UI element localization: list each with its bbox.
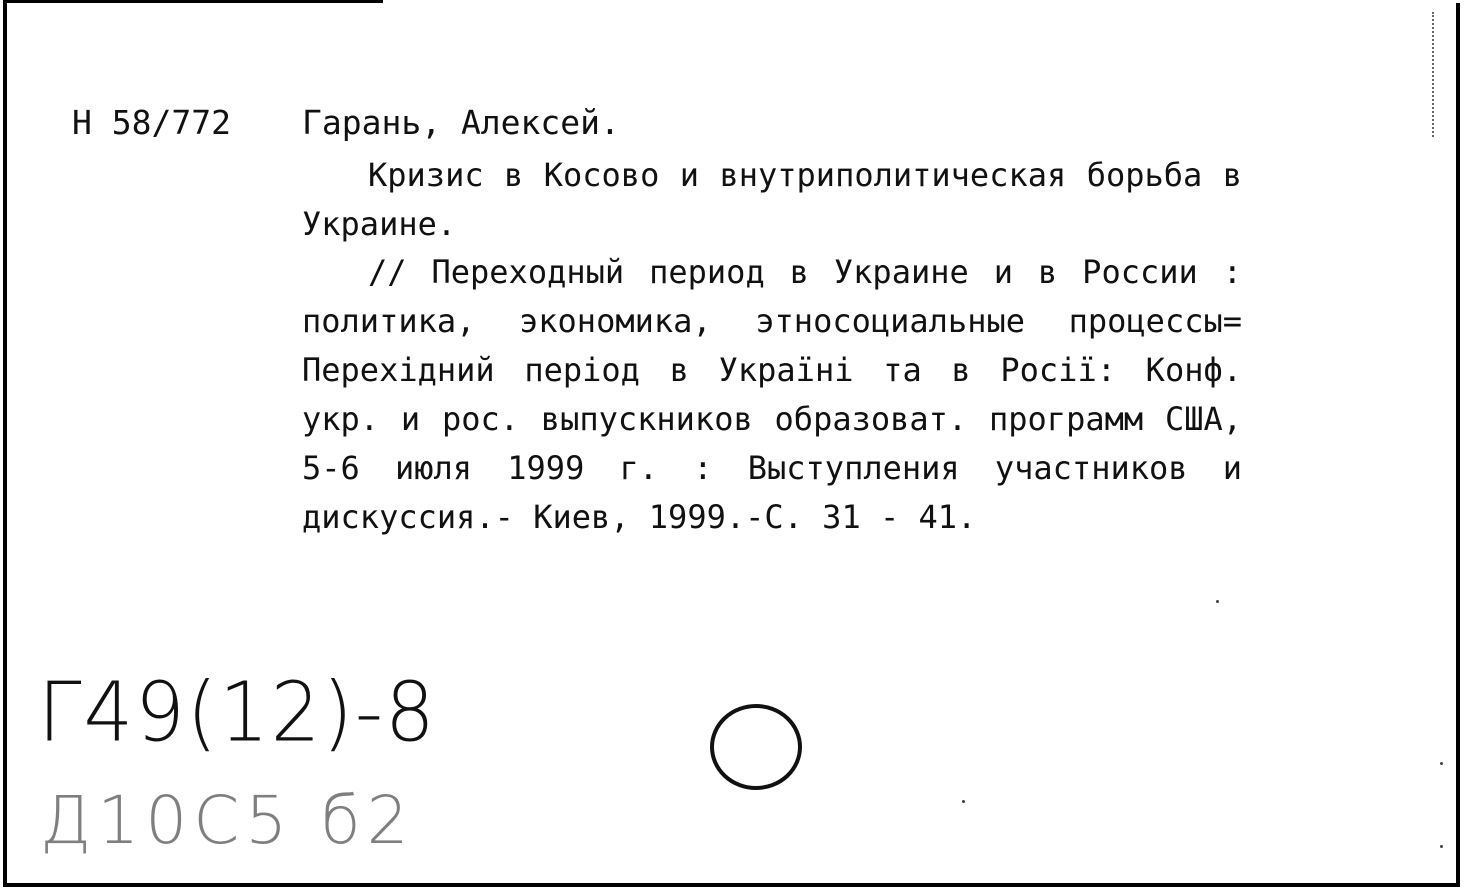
title-paragraph: Кризис в Косово и внутриполитическая борьба в Украине. <box>302 156 1242 243</box>
speck <box>962 800 965 803</box>
card-perforation <box>1432 12 1437 137</box>
circle-stamp-icon <box>707 700 807 795</box>
source-paragraph: // Переходный период в Украине и в России : политика, экономика, этносоциальные процессы= Перехідний період в Україні та в Росії: Конф. укр. и рос. выпускников образоват. программ США, 5-6 июля 1999 г. : Выступления участников и дискуссия.- Киев, 1999.-С. 31 - 41. <box>302 253 1242 536</box>
handwritten-inventory-number: Д10С5 б2 <box>40 782 415 859</box>
speck <box>1440 845 1443 848</box>
call-number: Н 58/772 <box>72 103 231 142</box>
speck <box>1440 762 1443 765</box>
author-name: Гарань, Алексей. <box>302 103 620 142</box>
handwritten-shelf-mark: Г49(12)-8 <box>38 665 437 761</box>
speck <box>1216 600 1219 603</box>
